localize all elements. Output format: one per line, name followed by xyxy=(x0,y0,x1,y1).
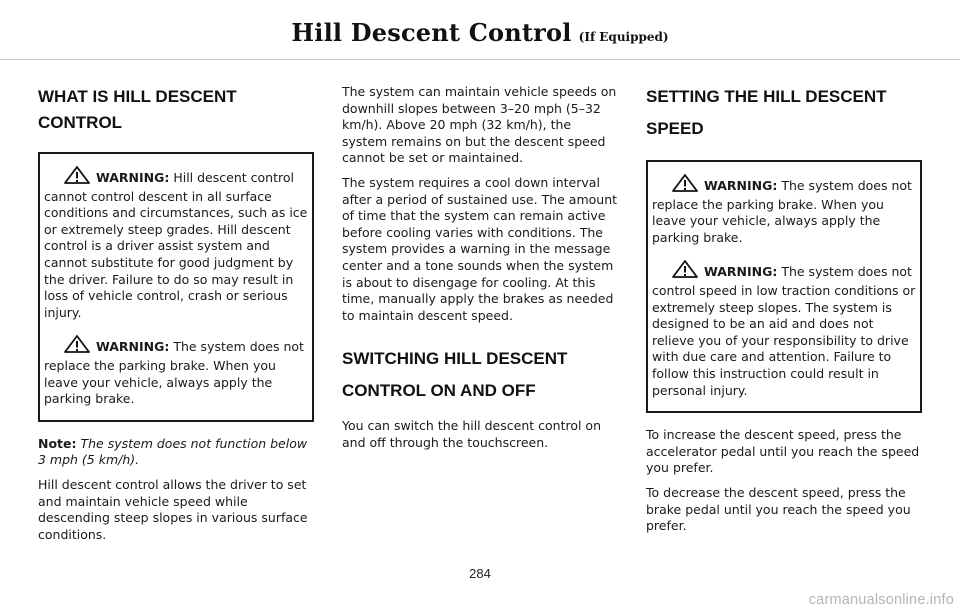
warning-item xyxy=(44,166,309,321)
column-1 xyxy=(38,84,314,551)
warning-text: Hill descent control cannot control descent in all surface conditions and circumstances, such as ice or extremely steep grades. Hill descent control is a driver assist system and cannot substitute for good judgment by the driver. Failure to do so may result in loss of vehicle control, crash or serious injury. xyxy=(44,170,308,320)
watermark: carmanualsonline.info xyxy=(808,592,954,608)
warning-text: The system does not control speed in low traction conditions or extremely steep slopes. The system is designed to be an aid and does not relieve you of your responsibility to drive with due care and attention. Failure to follow this instruction could result in personal injury. xyxy=(652,264,916,398)
heading-line: SWITCHING HILL DESCENT xyxy=(342,349,568,369)
warning-triangle-icon xyxy=(64,335,90,358)
page-subtitle: (If Equipped) xyxy=(578,30,669,44)
heading-line: SETTING THE HILL DESCENT xyxy=(646,87,887,106)
section-heading-switching xyxy=(342,346,618,404)
body-paragraph: To increase the descent speed, press the accelerator pedal until you reach the speed you prefer. xyxy=(646,427,920,476)
warning-text: The system does not replace the parking brake. When you leave your vehicle, always apply the parking brake. xyxy=(652,178,912,245)
section-heading-setting xyxy=(646,84,922,142)
body-paragraph: The system can maintain vehicle speeds on downhill slopes between 3–20 mph (5–32 km/h). Above 20 mph (32 km/h), the system remains on but the descent speed cannot be set or maintained. xyxy=(342,84,617,166)
note-paragraph xyxy=(38,436,314,469)
header-divider xyxy=(0,59,960,60)
warning-item xyxy=(652,260,917,399)
warning-triangle-icon xyxy=(672,174,698,197)
warning-item xyxy=(44,335,309,407)
warning-label: WARNING: xyxy=(704,178,778,193)
warning-text: The system does not replace the parking brake. When you leave your vehicle, always apply the parking brake. xyxy=(44,339,304,407)
note-text: The system does not function below 3 mph (5 km/h). xyxy=(38,435,308,468)
page-header xyxy=(0,18,960,47)
warning-box xyxy=(646,160,922,413)
body-paragraph: Hill descent control allows the driver to set and maintain vehicle speed while descending steep slopes in various surface conditions. xyxy=(38,476,308,542)
body-paragraph: The system requires a cool down interval after a period of sustained use. The amount of time that the system can remain active before cooling varies with conditions. The system provides a warning in the message center and a tone sounds when the system is about to disengage for cooling. At this time, manually apply the brakes as needed to maintain descent speed. xyxy=(342,174,618,323)
column-2 xyxy=(342,84,618,460)
section-heading-what-is: WHAT IS HILL DESCENT CONTROL xyxy=(38,87,237,132)
column-3 xyxy=(646,84,922,543)
warning-label: WARNING: xyxy=(96,170,170,185)
heading-line: SPEED xyxy=(646,119,704,138)
warning-box xyxy=(38,152,314,422)
page-number: 284 xyxy=(469,566,491,581)
note-label: Note: xyxy=(38,435,77,451)
warning-item xyxy=(652,174,917,246)
body-paragraph: You can switch the hill descent control on and off through the touchscreen. xyxy=(342,418,601,450)
warning-triangle-icon xyxy=(64,166,90,189)
warning-label: WARNING: xyxy=(96,339,170,355)
page-title: Hill Descent Control xyxy=(291,18,572,47)
body-paragraph: To decrease the descent speed, press the brake pedal until you reach the speed you prefer. xyxy=(646,484,911,534)
heading-line: CONTROL ON AND OFF xyxy=(342,381,536,401)
warning-triangle-icon xyxy=(672,260,698,283)
warning-label: WARNING: xyxy=(704,264,778,280)
